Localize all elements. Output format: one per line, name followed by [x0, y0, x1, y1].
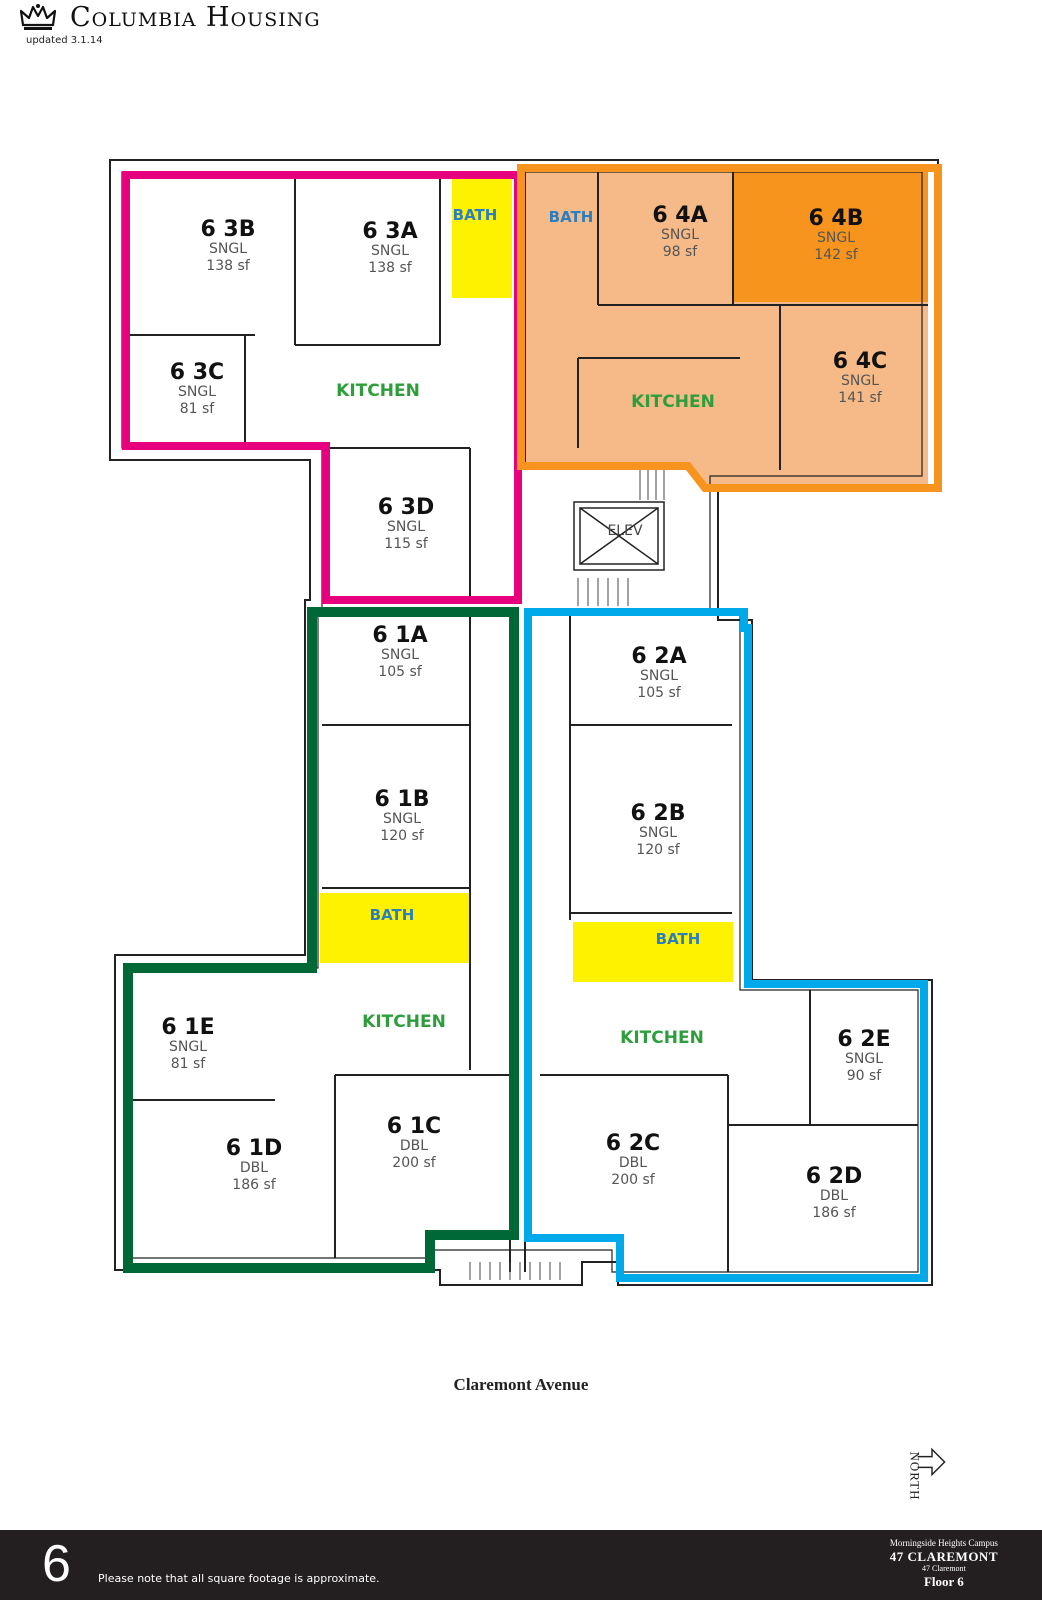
- bath-3-fill: [452, 178, 512, 298]
- room-type: SNGL: [840, 373, 880, 389]
- bath-label-suite-3: BATH: [452, 206, 498, 224]
- room-number: 6 2B: [630, 801, 686, 826]
- bath-label-suite-4: BATH: [548, 208, 594, 226]
- footage-note: Please note that all square footage is approximate.: [98, 1572, 380, 1585]
- elevator-label: ELEV: [607, 523, 643, 539]
- room-area: 120 sf: [380, 828, 424, 844]
- north-label: NORTH: [907, 1451, 923, 1501]
- room-label-6-3C: [170, 360, 224, 417]
- building-name-small: 47 Claremont: [922, 1564, 966, 1574]
- room-area: 105 sf: [637, 685, 681, 701]
- room-type: SNGL: [386, 519, 426, 535]
- room-number: 6 3C: [169, 360, 225, 385]
- room-area: 200 sf: [611, 1172, 655, 1188]
- room-area: 115 sf: [384, 536, 428, 552]
- room-number: 6 1A: [372, 623, 428, 648]
- room-label-6-3B: [200, 217, 255, 274]
- room-type: SNGL: [638, 825, 678, 841]
- room-label-6-3D: [378, 495, 435, 552]
- room-type: DBL: [399, 1138, 429, 1154]
- floor-label: Floor 6: [923, 1573, 964, 1589]
- room-type: SNGL: [177, 384, 217, 400]
- footer: [0, 1530, 1042, 1600]
- room-area: 81 sf: [179, 401, 215, 417]
- room-label-6-1C: [387, 1114, 441, 1171]
- room-type: SNGL: [382, 811, 422, 827]
- room-number: 6 3B: [200, 217, 256, 242]
- room-type: SNGL: [660, 227, 700, 243]
- room-number: 6 2C: [605, 1131, 661, 1156]
- floor-number: 6: [42, 1535, 71, 1593]
- room-type: DBL: [239, 1160, 269, 1176]
- room-type: DBL: [618, 1155, 648, 1171]
- brand-title: Columbia Housing: [70, 2, 321, 33]
- north-indicator: [902, 1446, 962, 1506]
- room-area: 138 sf: [368, 260, 412, 276]
- campus-name: Morningside Heights Campus: [889, 1538, 998, 1548]
- room-type: SNGL: [208, 241, 248, 257]
- room-area: 81 sf: [170, 1056, 206, 1072]
- campus-info: [890, 1538, 998, 1590]
- room-area: 200 sf: [392, 1155, 436, 1171]
- room-type: SNGL: [370, 243, 410, 259]
- room-number: 6 4B: [808, 206, 864, 231]
- room-number: 6 1C: [386, 1114, 442, 1139]
- room-label-6-2E: [837, 1027, 890, 1084]
- room-label-6-2A: [631, 644, 686, 701]
- room-number: 6 1E: [161, 1015, 215, 1040]
- bath-2-fill: [573, 922, 733, 982]
- room-area: 98 sf: [662, 244, 698, 260]
- room-area: 120 sf: [636, 842, 680, 858]
- kitchen-label-suite-2: KITCHEN: [620, 1028, 704, 1048]
- room-label-6-3A: [362, 219, 417, 276]
- room-label-6-2D: [806, 1164, 863, 1221]
- bath-1-fill: [320, 893, 470, 963]
- room-number: 6 1B: [374, 787, 430, 812]
- room-area: 142 sf: [814, 247, 858, 263]
- bath-label-suite-2: BATH: [655, 930, 701, 948]
- room-number: 6 2E: [837, 1027, 891, 1052]
- room-label-6-1A: [372, 623, 427, 680]
- room-label-6-1D: [226, 1136, 283, 1193]
- room-area: 141 sf: [838, 390, 882, 406]
- room-number: 6 4A: [652, 203, 708, 228]
- room-type: SNGL: [380, 647, 420, 663]
- room-label-6-2C: [606, 1131, 660, 1188]
- room-number: 6 2A: [631, 644, 687, 669]
- room-area: 186 sf: [812, 1205, 856, 1221]
- room-type: SNGL: [844, 1051, 884, 1067]
- kitchen-label-suite-3: KITCHEN: [336, 381, 420, 401]
- bath-label-suite-1: BATH: [369, 906, 415, 924]
- room-label-6-1B: [374, 787, 429, 844]
- room-area: 90 sf: [846, 1068, 882, 1084]
- room-label-6-2B: [630, 801, 685, 858]
- room-number: 6 3D: [377, 495, 435, 520]
- room-type: DBL: [819, 1188, 849, 1204]
- kitchen-label-suite-1: KITCHEN: [362, 1012, 446, 1032]
- kitchen-label-suite-4: KITCHEN: [631, 392, 715, 412]
- room-type: SNGL: [816, 230, 856, 246]
- room-number: 6 2D: [805, 1164, 863, 1189]
- room-number: 6 4C: [832, 349, 888, 374]
- room-area: 105 sf: [378, 664, 422, 680]
- room-type: SNGL: [639, 668, 679, 684]
- building-name: 47 CLAREMONT: [889, 1548, 998, 1564]
- north-arrow-icon: [914, 1446, 974, 1486]
- room-number: 6 3A: [362, 219, 418, 244]
- room-type: SNGL: [168, 1039, 208, 1055]
- street-label: Claremont Avenue: [453, 1375, 589, 1394]
- room-number: 6 1D: [225, 1136, 283, 1161]
- updated-date: updated 3.1.14: [26, 35, 103, 46]
- room-label-6-1E: [161, 1015, 214, 1072]
- room-area: 186 sf: [232, 1177, 276, 1193]
- room-area: 138 sf: [206, 258, 250, 274]
